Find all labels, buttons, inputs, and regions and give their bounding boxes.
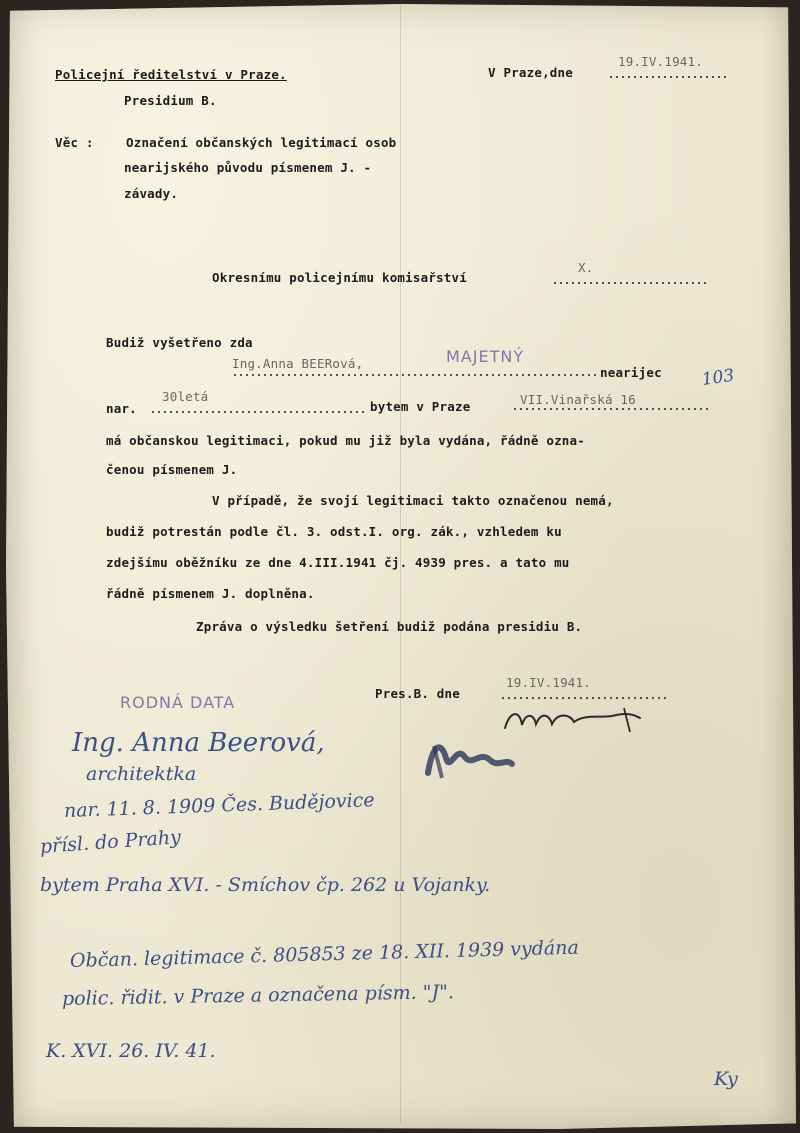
hw-domicile: přísl. do Prahy (39, 826, 182, 858)
margin-note: 103 (700, 365, 736, 390)
body-line-8: řádně písmenem J. doplněna. (106, 586, 315, 601)
address-dots (512, 408, 710, 410)
body-line-6: budiž potrestán podle čl. 3. odst.I. org. zák., vzhledem ku (106, 524, 562, 539)
department: Presidium B. (124, 93, 217, 108)
hw-birth: nar. 11. 8. 1909 Čes. Budějovice (63, 789, 375, 822)
addressee: Okresnímu policejnímu komisařství (212, 270, 467, 285)
nearijec-label: nearijec (600, 365, 662, 380)
residence-label: bytem v Praze (370, 399, 471, 414)
hw-signoff: K. XVI. 26. IV. 41. (46, 1040, 216, 1062)
hw-profession: architektka (86, 763, 197, 785)
born-label: nar. (106, 401, 137, 416)
place-date-prefix: V Praze,dne (488, 65, 573, 80)
age-dots (150, 411, 366, 413)
addressee-dots (552, 282, 706, 284)
pres-dots (500, 697, 670, 699)
subject-line-3: závady. (124, 186, 179, 201)
body-line-4: čenou písmenem J. (106, 462, 238, 477)
body-line-7: zdejšímu oběžníku ze dne 4.III.1941 čj. 4939 pres. a tato mu (106, 555, 570, 570)
body-line-5: V případě, že svojí legitimaci takto označenou nemá, (212, 493, 614, 508)
hw-legitimation: Občan. legitimace č. 805853 ze 18. XII. 1939 vydána (69, 936, 580, 972)
hw-residence: bytem Praha XVI. - Smíchov čp. 262 u Vojanky. (40, 874, 491, 896)
subject-label: Věc : (55, 135, 94, 150)
intro-line: Budiž vyšetřeno zda (106, 335, 253, 350)
body-line-3: má občanskou legitimaci, pokud mu již byla vydána, řádně ozna- (106, 433, 585, 448)
hw-issuer: polic. řidit. v Praze a označena písm. "J". (61, 981, 455, 1010)
pres-label: Pres.B. dne (375, 686, 460, 701)
age: 30letá (162, 389, 209, 404)
stamp-birth-data: RODNÁ DATA (120, 693, 236, 712)
pres-date: 19.IV.1941. (506, 675, 591, 690)
date-dots (608, 76, 726, 78)
body-line-9: Zpráva o výsledku šetření budiž podána presidiu B. (196, 619, 583, 634)
hw-initials: Ky (714, 1068, 738, 1090)
issuing-office: Policejní ředitelství v Praze. (55, 67, 287, 82)
ink-stamp-mark (420, 728, 520, 788)
person-name: Ing.Anna BEERová, (232, 356, 364, 371)
hw-name: Ing. Anna Beerová, (72, 728, 325, 758)
header-date: 19.IV.1941. (618, 54, 703, 69)
signature-mark (500, 700, 650, 740)
district: X. (578, 260, 594, 275)
subject-line-1: Označení občanských legitimací osob (126, 135, 397, 150)
name-dots (232, 374, 597, 376)
stamp-wealthy: MAJETNÝ (446, 347, 525, 366)
subject-line-2: nearijského původu písmenem J. - (124, 160, 372, 175)
address: VII.Vinařská 16 (520, 392, 636, 407)
